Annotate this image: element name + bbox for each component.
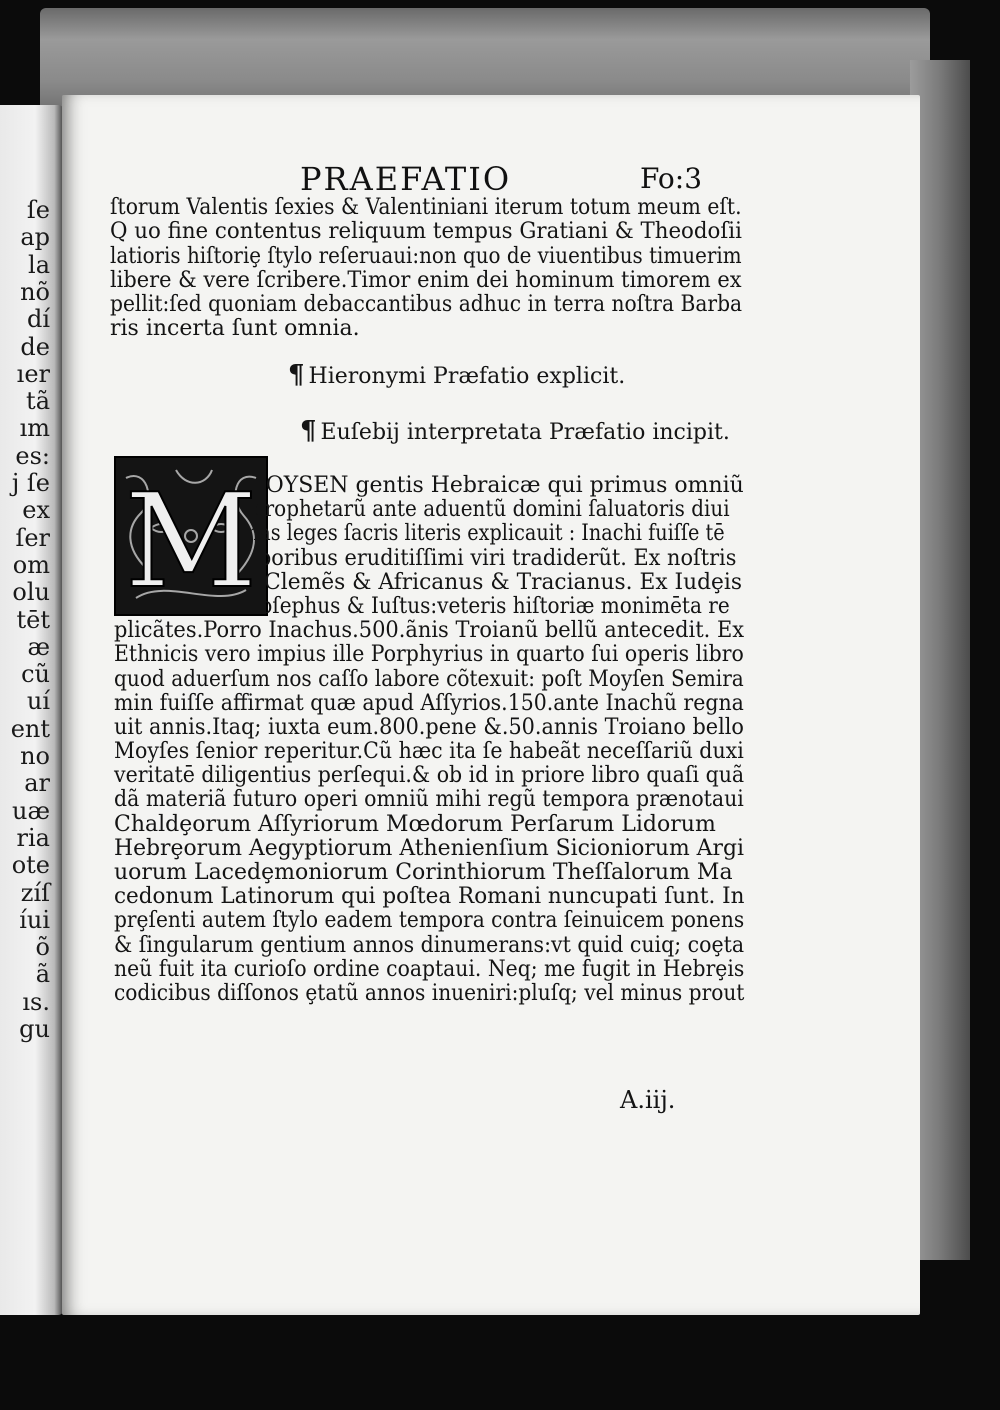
text-line: uit annis.Itaq; iuxta eum.800.pene &.50.annis Troiano bello bbox=[114, 714, 744, 740]
rubric-text: Euſebij interpretata Præfatio incipit. bbox=[320, 420, 730, 445]
left-page-fragment: uæ bbox=[11, 796, 50, 825]
left-page-fragment: tã bbox=[26, 387, 50, 416]
text-line: min fuiſſe affirmat quæ apud Aſſyrios.150.ante Inachũ regna bbox=[114, 690, 744, 716]
left-page-fragment: ria bbox=[16, 823, 50, 852]
rubric-explicit bbox=[288, 360, 625, 390]
rubric-text: Hieronymi Præfatio explicit. bbox=[308, 364, 626, 389]
left-page-fragment: la bbox=[28, 250, 50, 279]
text-line: OYSEN gentis Hebraicæ qui primus omniũ bbox=[265, 473, 744, 498]
text-line: dã materiã futuro operi omniũ mihi regũ tempora prænotaui bbox=[114, 787, 744, 813]
left-page-fragment: ar bbox=[24, 769, 50, 798]
text-line: pellit:ſed quoniam debaccantibus adhuc in terra noſtra Barba bbox=[110, 292, 743, 318]
left-page-fragment: olu bbox=[12, 578, 50, 607]
left-page-fragment: ıer bbox=[16, 359, 50, 388]
left-page-fragment: æ bbox=[27, 632, 50, 661]
left-page-fragment: ent bbox=[10, 714, 50, 743]
main-paragraph bbox=[114, 474, 744, 1006]
text-line: ris incerta ſunt omnia. bbox=[110, 316, 360, 342]
text-line: Hebrȩorum Aegyptiorum Athenienſium Sicioniorum Argi bbox=[114, 835, 744, 861]
left-page-fragment: ſer bbox=[15, 523, 50, 552]
left-page-fragment: ap bbox=[20, 223, 50, 252]
text-line: codicibus diſſonos ȩtatũ annos inueniri:pluſq; vel minus prout bbox=[114, 980, 745, 1006]
left-page-fragment: es: bbox=[15, 441, 50, 470]
left-page-fragment: íui bbox=[19, 905, 50, 934]
left-page-fragment: nõ bbox=[20, 277, 50, 306]
folio-number: Fo:3 bbox=[640, 162, 703, 195]
text-line: ſtorum Valentis ſexies & Valentiniani iterum totum meum eſt. bbox=[110, 195, 742, 220]
text-line: Moyſes ſenior reperitur.Cũ hæc ita ſe habeãt neceſſariũ duxi bbox=[114, 739, 744, 765]
text-line: veritatē diligentius perſequi.& ob id in priore libro quaſi quã bbox=[114, 763, 745, 789]
left-page-fragment: om bbox=[12, 550, 50, 579]
text-line: libere & vere ſcribere.Timor enim dei hominum timorem ex bbox=[110, 267, 742, 293]
left-page-fragment: ım bbox=[19, 414, 50, 443]
text-line: cedonum Latinorum qui poſtea Romani nuncupati ſunt. In bbox=[114, 884, 745, 910]
rubric-incipit bbox=[300, 416, 730, 446]
left-page-fragment: gu bbox=[19, 1015, 50, 1043]
left-page-fragment: ex bbox=[22, 496, 50, 525]
left-page-fragment: ã bbox=[35, 960, 50, 989]
pilcrow-icon: ¶ bbox=[288, 360, 305, 390]
text-line: latioris hiſtoriȩ ſtylo reſeruaui:non quo de viuentibus timuerim bbox=[110, 243, 742, 269]
left-page-fragment: tēt bbox=[16, 605, 50, 634]
left-page-fragment: dí bbox=[26, 305, 50, 334]
text-line: Q uo fine contentus reliquum tempus Gratiani & Theodoſii bbox=[110, 219, 742, 245]
left-page-fragment: de bbox=[20, 332, 50, 361]
left-page-fragment: j ſe bbox=[11, 469, 50, 497]
text-line: Ethnicis vero impius ille Porphyrius in quarto ſui operis libro bbox=[114, 642, 744, 668]
left-page-fragment: zíſ bbox=[20, 878, 50, 907]
left-page-fragment: cũ bbox=[21, 660, 50, 689]
text-line: Ioſephus & Iuſtus:veteris hiſtoriæ monimēta re bbox=[252, 593, 730, 619]
signature-mark: A.iij. bbox=[620, 1086, 676, 1114]
text-line: neũ fuit ita curioſo ordine coaptaui. Neq; me fugit in Hebrȩis bbox=[114, 956, 745, 982]
left-page-fragment: õ bbox=[35, 933, 50, 962]
text-line: prophetarũ ante aduentũ domini ſaluatoris diui bbox=[251, 497, 730, 523]
text-line: poribus eruditiſſimi viri tradiderũt. Ex noſtris bbox=[257, 545, 737, 571]
intro-paragraph bbox=[110, 196, 742, 342]
text-line: uorum Lacedȩmoniorum Corinthiorum Theſſalorum Ma bbox=[114, 860, 733, 885]
text-line: quod aduerſum nos caſſo labore cõtexuit: poſt Moyſen Semira bbox=[114, 666, 744, 692]
text-line: prȩſenti autem ſtylo eadem tempora contra ſeinuicem ponens bbox=[114, 908, 745, 934]
text-line: Clemẽs & Africanus & Tracianus. Ex Iudȩis bbox=[264, 569, 742, 595]
left-page-fragment: ıs. bbox=[22, 987, 50, 1016]
left-page-fragment: no bbox=[20, 742, 50, 770]
text-line: & ſingularum gentium annos dinumerans:vt quid cuiq; coȩta bbox=[114, 932, 745, 958]
running-head: PRAEFATIO bbox=[300, 160, 512, 198]
text-line: Chaldȩorum Aſſyriorum Mœdorum Perſarum Lidorum bbox=[114, 811, 716, 837]
text-line: nas leges ſacris literis explicauit : Inachi fuiſſe tē bbox=[246, 521, 725, 547]
left-page-fragment: ſe bbox=[26, 196, 50, 224]
pilcrow-icon: ¶ bbox=[300, 416, 317, 446]
left-page-fragment: uí bbox=[26, 687, 50, 716]
text-line: plicãtes.Porro Inachus.500.ãnis Troianũ bellũ antecedit. Ex bbox=[114, 618, 745, 644]
svg-text:M: M bbox=[124, 465, 258, 614]
left-page-fragment: ote bbox=[11, 851, 50, 880]
